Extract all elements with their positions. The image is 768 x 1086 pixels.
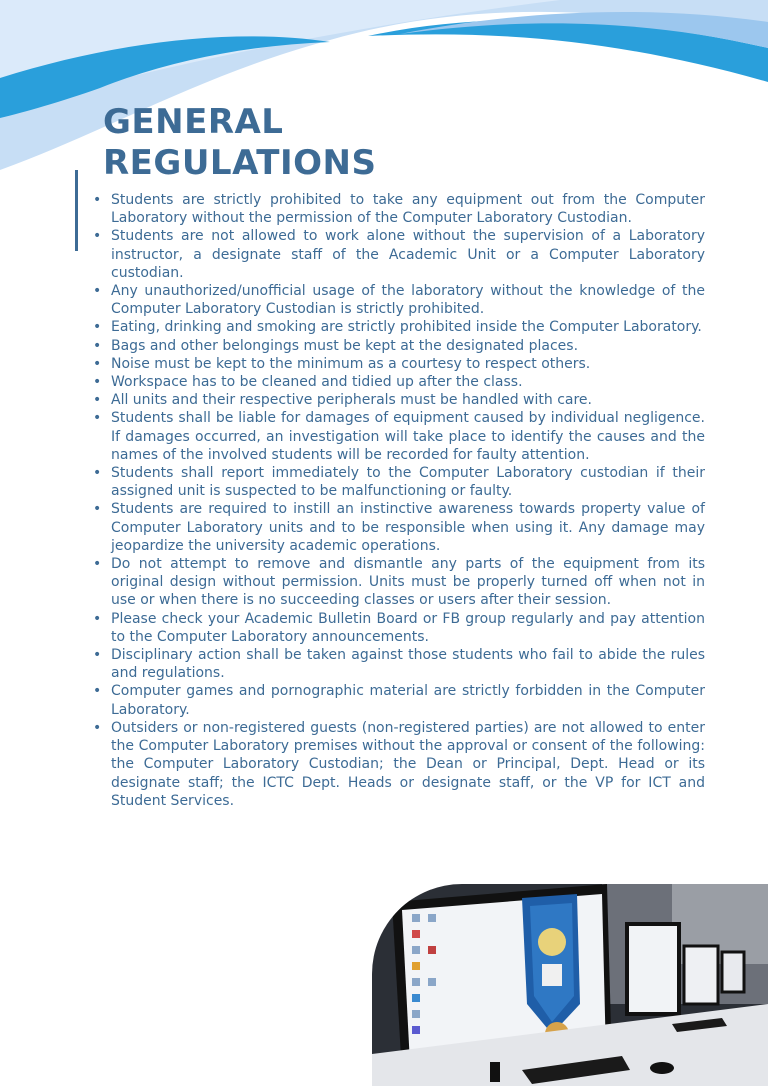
list-item: • All units and their respective peripherals must be handled with care. (91, 391, 705, 409)
regulations-list (91, 191, 705, 810)
list-item: • Any unauthorized/unofficial usage of the laboratory without the knowledge of the Computer Laboratory Custodian is strictly prohibited. (91, 282, 705, 318)
list-item: • Students shall report immediately to the Computer Laboratory custodian if their assigned unit is suspected to be malfunctioning or faulty. (91, 464, 705, 500)
mouse (650, 1062, 674, 1074)
list-item: • Students are required to instill an instinctive awareness towards property value of Computer Laboratory units and to be responsible when using it. Any damage may jeopardize the university academic operations. (91, 500, 705, 555)
list-item: • Outsiders or non-registered guests (non-registered parties) are not allowed to enter the Computer Laboratory premises without the approval or consent of the following: the Computer Laboratory Custodian; the Dean or Principal, Dept. Head or its designate staff; the ICTC Dept. Heads or designate staff, or the VP for ICT and Student Services. (91, 719, 705, 810)
list-item: • Do not attempt to remove and dismantle any parts of the equipment from its original design without permission. Units must be properly turned off when not in use or when there is no succeeding classes or users after their session. (91, 555, 705, 610)
list-item: • Workspace has to be cleaned and tidied up after the class. (91, 373, 705, 391)
list-item: • Eating, drinking and smoking are strictly prohibited inside the Computer Laboratory. (91, 318, 705, 336)
list-item: • Noise must be kept to the minimum as a courtesy to respect others. (91, 355, 705, 373)
monitor-stand (490, 1062, 500, 1082)
monitor-far-3 (722, 952, 744, 992)
list-item: • Students are strictly prohibited to take any equipment out from the Computer Laboratory without the permission of the Computer Laboratory Custodian. (91, 191, 705, 227)
list-item: • Please check your Academic Bulletin Board or FB group regularly and pay attention to the Computer Laboratory announcements. (91, 610, 705, 646)
list-item: • Disciplinary action shall be taken against those students who fail to abide the rules and regulations. (91, 646, 705, 682)
accent-bar (75, 170, 78, 251)
page-title (103, 102, 376, 184)
list-item: • Students shall be liable for damages of equipment caused by individual negligence. If damages occurred, an investigation will take place to identify the causes and the names of the involved students will be recorded for faulty attention. (91, 409, 705, 464)
list-item: • Students are not allowed to work alone without the supervision of a Laboratory instructor, a designate staff of the Academic Unit or a Computer Laboratory custodian. (91, 227, 705, 282)
title-line-2: REGULATIONS (103, 143, 377, 183)
computer-lab-photo (372, 884, 768, 1086)
list-item: • Bags and other belongings must be kept at the designated places. (91, 337, 705, 355)
title-line-1: GENERAL (103, 102, 284, 142)
monitor-far-1 (627, 924, 679, 1014)
list-item: • Computer games and pornographic material are strictly forbidden in the Computer Laboratory. (91, 682, 705, 718)
monitor-far-2 (684, 946, 718, 1004)
